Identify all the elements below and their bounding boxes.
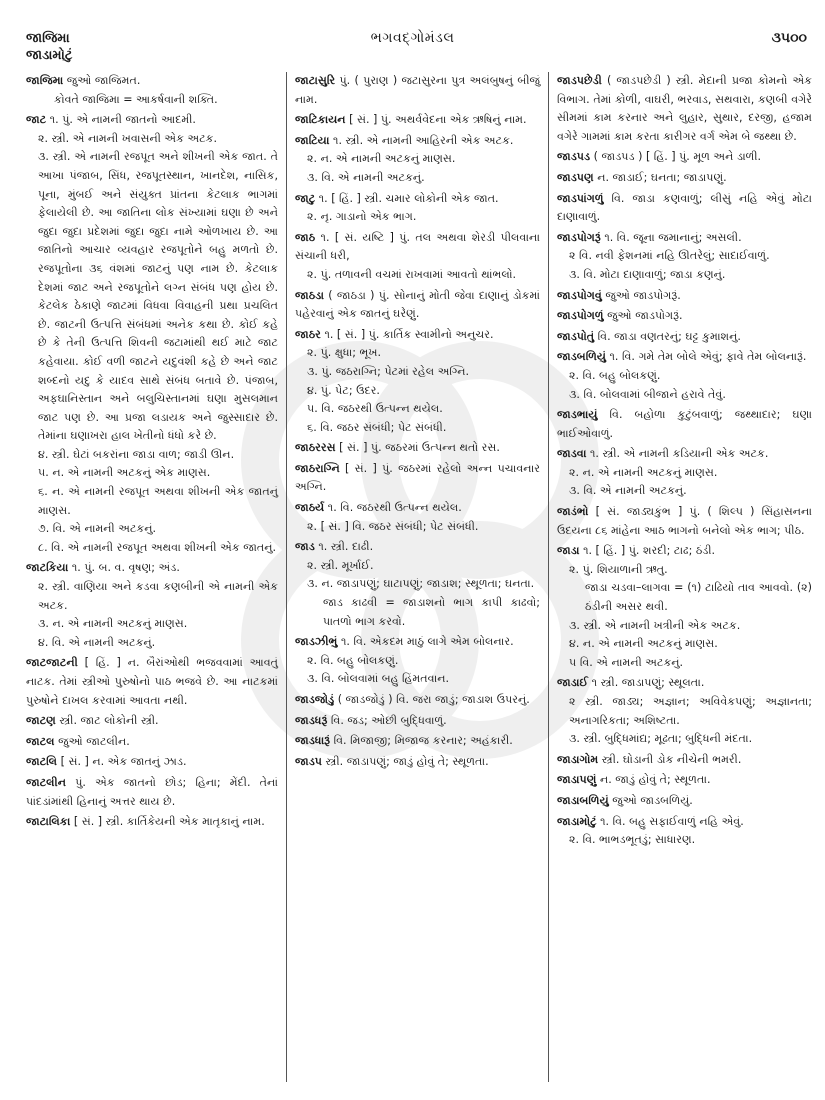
book-title: ભગવદ્ગોમંડલ xyxy=(370,30,455,46)
dictionary-entry xyxy=(295,72,540,109)
sense-line: ૪. ન. એ નામની અટકનું માણસ. xyxy=(569,637,718,651)
definition: ૧. વિ. ગમે તેમ બોલે એવું; ફાવે તેમ બોલનારૂં. xyxy=(609,350,807,364)
definition: ૧. વિ. જઠરથી ઉત્પન્ન થયેલ. xyxy=(327,501,462,515)
headword: જાઠ xyxy=(295,230,316,244)
sense-line: ૩. ન. એ નામની અટકનું માણસ. xyxy=(38,617,188,631)
headword: જાટલીન xyxy=(26,775,66,789)
definition: ૧. સ્ત્રી. એ નામની આહિરની એક અટક. xyxy=(333,133,514,147)
dictionary-entry xyxy=(557,148,812,167)
definition: સ્ત્રી. ઘોડાની ડોક નીચેની ભમરી. xyxy=(601,752,742,766)
sense-line: ૩. વિ. બોલવામાં બહુ હિંમતવાન. xyxy=(307,672,450,686)
guide-word-first: જાજિમા xyxy=(26,31,70,46)
sense-line: ૨. પું. તળાવની વચમાં રાખવામાં આવતો થાંભલો. xyxy=(307,267,517,281)
headword: જાડપોતું xyxy=(557,329,595,343)
dictionary-entry xyxy=(295,712,540,731)
headword: જાડભાયું xyxy=(557,408,598,422)
dictionary-entry xyxy=(26,654,278,710)
dictionary-entry xyxy=(557,406,812,443)
headword: જાડજોડું xyxy=(295,693,335,706)
sense-line: ૨. નૃ. ગાડાનો એક ભાગ. xyxy=(307,210,417,224)
sense-line: ૨. વિ. ભાભડભૂતડું; સાધારણ. xyxy=(569,833,696,847)
sense-line: ૨. ન. એ નામની અટકનું માણસ. xyxy=(569,465,718,479)
dictionary-entry xyxy=(557,542,812,672)
sense-line: ૩. ન. જાડાપણું; ઘાટાપણું; જાડાશ; સ્થૂળતા; ઘનતા. xyxy=(307,577,535,591)
headword: જાઠરરસ xyxy=(295,441,336,455)
definition: [ સં. ] પું. જઠરમાં રહેલો અન્ન પચાવનાર અગ્નિ. xyxy=(295,461,540,494)
headword: જાડવા xyxy=(557,447,587,461)
dictionary-entry xyxy=(557,503,812,540)
column-3 xyxy=(548,72,820,1082)
definition: વિ. મિજાજી; મિજાજ કરનાર; અહંકારી. xyxy=(333,734,513,748)
headword: જાડપ xyxy=(295,754,323,768)
headword: જાડધારૂં xyxy=(295,734,331,748)
dictionary-entry xyxy=(295,439,540,458)
definition: ૧ સ્ત્રી. જાડાપણું; સ્થૂલતા. xyxy=(591,676,705,690)
sense-line: ૬. વિ. જઠર સંબંધી; પેટ સંબંધી. xyxy=(307,420,447,434)
headword: જાડપોગરૂં xyxy=(557,230,601,244)
sense-line: ૩. વિ. મોટા દાણાવાળું; જાડા કણનું. xyxy=(569,267,726,281)
dictionary-entry xyxy=(295,753,540,772)
definition: [ સં. ] સ્ત્રી. કાર્તિકેયની એક માતૃકાનું નામ. xyxy=(73,815,265,829)
headword: જાજિમા xyxy=(26,74,64,87)
definition: [ સં. ] પું. જઠરમાં ઉત્પન્ન થતો રસ. xyxy=(339,441,500,455)
dictionary-entry xyxy=(26,72,278,109)
definition: ( જાઠડા ) પું. સોનાનું મોતી જેવા દાણાનું ડોકમાં પહેરવાનું એક જાતનું ઘરેણું. xyxy=(295,288,540,321)
dictionary-entry xyxy=(557,328,812,347)
sense-line: ૨. વિ. બહુ બોલકણું. xyxy=(307,653,399,667)
definition: જુઓ જાડપોગરૂં. xyxy=(607,309,683,323)
definition: ( જાડપછેડી ) સ્ત્રી. મેદાની પ્રજા કોમનો એક વિભાગ. તેમાં કોળી, વાઘરી, ભરવાડ, સથવારા, કણબી વગેરે સીમમાં કામ કરનાર અને લુહાર, સુથાર, દરજી, હજામ વગેરે ગામમાં કામ કરતા કારીગર વર્ગ એમ બે જથ્થા છે. xyxy=(557,74,812,143)
definition: ૧. વિ. બહુ સફાઈવાળું નહિ એવું. xyxy=(600,814,744,828)
dictionary-entry xyxy=(295,633,540,689)
definition: જુઓ જાટલીન. xyxy=(58,734,130,748)
dictionary-entry xyxy=(295,111,540,130)
definition: ૧. [ હિં. ] સ્ત્રી. ચમાર લોકોની એક જાત. xyxy=(318,191,499,205)
headword: જાટકિયા xyxy=(26,561,69,575)
dictionary-entry xyxy=(557,771,812,790)
dictionary-entry xyxy=(557,190,812,227)
definition: ૧. [ સં. યષ્ટિ ] પું. તલ અથવા શેરડી પીલવાના સંચાની ધરી, xyxy=(295,230,540,263)
dictionary-entry xyxy=(557,72,812,146)
definition: ૧. વિ. એકદમ માઠું લાગે એમ બોલનાર. xyxy=(340,635,514,649)
dictionary-entry xyxy=(295,190,540,227)
headword: જાડાપણું xyxy=(557,773,597,787)
dictionary-entry xyxy=(557,229,812,285)
sense-line: ૨. સ્ત્રી. વાણિયા અને કડવા કણબીની એ નામની એક અટક. xyxy=(38,580,278,612)
sense-line: ૨. પું. શિયાળાની ઋતુ. xyxy=(569,562,668,576)
headword: જાડપોગવું xyxy=(557,288,602,302)
definition: જુઓ જાજિમત. xyxy=(66,74,141,87)
headword: જાડપાંગળું xyxy=(557,191,604,205)
sense-line: ૫ વિ. એ નામની અટકનું. xyxy=(569,655,684,669)
sense-line: ૫. ન. એ નામની અટકનું એક માણસ. xyxy=(38,466,211,480)
sense-line: ૫. વિ. જઠરથી ઉત્પન્ન થયેલ. xyxy=(307,402,443,416)
sense-line: ૬. ન. એ નામની રજપૂત અથવા શીખની એક જાતનું માણસ. xyxy=(38,485,278,517)
headword: જાટાસુરિ xyxy=(295,74,336,87)
headword: જાઠર્ય xyxy=(295,501,325,515)
definition: ( જાડજોડું ) વિ. જરા જાડું; જાડાશ ઉપરનું. xyxy=(337,693,530,706)
idiom-line: કોવતે જાજિમા = આકર્ષવાની શક્તિ. xyxy=(54,92,218,106)
definition: [ સં. ] પું. અથર્વવેદના એક ઋષિનું નામ. xyxy=(349,113,527,127)
headword: જાડપણ xyxy=(557,170,594,184)
dictionary-entry xyxy=(295,326,540,438)
definition: ૧. [ હિં. ] પું. શરદી; ટાઢ; ઠંડી. xyxy=(583,544,716,558)
definition: [ સં. ] ન. એક જાતનું ઝાડ. xyxy=(60,755,187,769)
headword: જાઠરાગ્નિ xyxy=(295,461,340,475)
definition: જુઓ જાડબળિયું. xyxy=(612,793,693,807)
headword: જાડા xyxy=(557,544,580,558)
dictionary-entry xyxy=(557,287,812,306)
definition: [ હિં. ] ન. બૈરાંઓથી ભજવવામાં આવતું નાટક. તેમાં સ્ત્રીઓ પુરુષોનો પાઠ ભજવે છે. આ નાટકમાં પુરુષોને દાખલ કરવામાં આવતા નથી. xyxy=(26,656,278,707)
sense-line: ૪. વિ. એ નામની અટકનું. xyxy=(38,635,156,649)
sense-line: ૪. પું. પેટ; ઉદર. xyxy=(307,383,380,397)
sense-line: ૨. સ્ત્રી. એ નામની ખવાસની એક અટક. xyxy=(38,131,218,145)
dictionary-entry xyxy=(295,229,540,285)
headword: જાડપછેડી xyxy=(557,74,602,87)
sense-line: ૩. સ્ત્રી. બુદ્ધિમાંદ્ય; મૂઢતા; બુદ્ધિની મંદતા. xyxy=(569,732,753,746)
definition: [ સં. જાડ્યકુંભ ] પું. ( શિલ્પ ) સિંહાસનના ઉદયના ૮૬ માંહેના આઠ ભાગનો બનેલો એક ભાગ; પીઠ. xyxy=(557,505,812,537)
dictionary-columns xyxy=(20,72,820,1082)
definition: પું. ( પુરાણ ) જટાસુરના પુત્ર અલંબુષનું બીજું નામ. xyxy=(295,74,540,106)
dictionary-entry xyxy=(557,445,812,501)
headword: જાડબળિયું xyxy=(557,350,606,364)
dictionary-entry xyxy=(26,111,278,557)
sense-line: ૩. વિ. એ નામની અટકનું. xyxy=(569,484,687,498)
idiom-line: જાડા ચડવા–લાગવા = (૧) ટાઢિયો તાવ આવવો. (૨) ઠંડીની અસર થવી. xyxy=(585,581,812,614)
sense-line: ૨ સ્ત્રી. જાડ્ય; અજ્ઞાન; અવિવેકપણું; અજ્ઞાનતા; અનાગરિકતા; અશિષ્ટતા. xyxy=(569,695,812,727)
dictionary-entry xyxy=(295,732,540,751)
sense-line: ૩. વિ. એ નામની અટકનું. xyxy=(307,170,425,184)
dictionary-entry xyxy=(26,774,278,811)
sense-line: ૩. સ્ત્રી. એ નામની ખત્રીની એક અટક. xyxy=(569,618,741,632)
sense-line: ૨ વિ. નવી ફેશનમાં નહિ ઊતરેલું; સાદાઈવાળું. xyxy=(569,249,770,263)
headword: જાડઝીભું xyxy=(295,635,338,649)
sense-line: ૨. [ સં. ] વિ. જઠર સંબંધી; પેટ સંબંધી. xyxy=(307,519,479,533)
headword: જાડાગોમ xyxy=(557,752,599,766)
definition: વિ. જાડા વણતરનું; ઘટ્ટ કુમાશનું. xyxy=(597,329,741,343)
headword: જાડ xyxy=(295,540,315,554)
column-1 xyxy=(20,72,286,1082)
headword: જાડપોગળું xyxy=(557,309,604,323)
dictionary-entry xyxy=(557,792,812,811)
sense-line: ૨. ન. એ નામની અટકનું માણસ. xyxy=(307,152,456,166)
dictionary-entry xyxy=(26,753,278,772)
definition: ૧. વિ. જૂના જમાનાનું; અસલી. xyxy=(604,230,742,244)
headword: જાટલ xyxy=(26,734,55,748)
idiom-line: જાડ કાઢવી = જાડાશનો ભાગ કાપી કાઢવો; પાતળો ભાગ કરવો. xyxy=(323,596,540,628)
dictionary-entry xyxy=(295,691,540,710)
page-header xyxy=(0,0,825,63)
dictionary-entry xyxy=(295,460,540,497)
definition: પું. એક જાતનો છોડ; હિના; મેંદી. તેનાં પાંદડાંમાંથી હિનાનું અત્તર થાય છે. xyxy=(26,775,279,808)
sense-line: ૪. સ્ત્રી. ઘેટાં બકરાંના જાડા વાળ; જાડી ઊન. xyxy=(38,447,235,461)
headword: જાટાલિકા xyxy=(26,815,71,829)
dictionary-entry xyxy=(26,813,278,832)
headword: જાડંભો xyxy=(557,505,589,519)
headword: જાડાઈ xyxy=(557,676,589,690)
definition: વિ. જાડા કણવાળું; લીસું નહિ એવું મોટા દાણાવાળું. xyxy=(557,191,812,224)
headword: જાટ xyxy=(26,113,47,127)
sense-line: ૨. પું. ક્ષુધા; ભૂખ. xyxy=(307,346,382,360)
definition: ૧. પું. એ નામની જાતનો આદમી. xyxy=(49,113,196,127)
headword: જાટિયા xyxy=(295,133,330,147)
sense-line: ૨. વિ. બહુ બોલકણું. xyxy=(569,368,661,382)
headword: જાટિકાયન xyxy=(295,113,346,127)
dictionary-entry xyxy=(26,733,278,752)
dictionary-entry xyxy=(557,674,812,748)
sense-line: ૩. વિ. બોલવામાં બીજાને હરાવે તેવું. xyxy=(569,387,726,401)
sense-line: ૭. વિ. એ નામની અટકનું. xyxy=(38,522,157,536)
dictionary-entry xyxy=(557,169,812,188)
headword: જાડધરૂં xyxy=(295,713,328,727)
headword: જાડામોટું xyxy=(557,814,597,828)
page-number: ૩૫૦૦ xyxy=(771,30,807,46)
headword: જાટલિ xyxy=(26,755,58,769)
definition: ૧. સ્ત્રી. દાઢી. xyxy=(318,540,374,554)
sense-line: ૮. વિ. એ નામની રજપૂત અથવા શીખની એક જાતનું. xyxy=(38,540,277,554)
dictionary-entry xyxy=(26,559,278,652)
definition: વિ. જડ; ઓછી બુદ્ધિવાળું. xyxy=(330,713,447,727)
dictionary-entry xyxy=(26,712,278,731)
headword: જાટણ xyxy=(26,714,56,728)
dictionary-entry xyxy=(295,538,540,631)
definition: વિ. બહોળા કુટુંબવાળું; જથ્થાદાર; ઘણા ભાઈઓવાળું. xyxy=(557,408,812,440)
definition: ( જાડપડ ) [ હિં. ] પું. મૂળ અને ડાળી. xyxy=(593,150,762,164)
dictionary-entry xyxy=(557,348,812,404)
headword: જાડપડ xyxy=(557,150,591,164)
column-2 xyxy=(286,72,548,1082)
definition: સ્ત્રી. જાડાપણું; જાડું હોવું તે; સ્થૂળતા. xyxy=(325,754,489,768)
dictionary-entry xyxy=(557,307,812,326)
headword: જાડાબળિયું xyxy=(557,793,609,807)
headword: જાટુ xyxy=(295,191,316,205)
definition: ૧. પું. બ. વ. વૃષણ; અંડ. xyxy=(71,561,180,575)
dictionary-entry xyxy=(557,751,812,770)
dictionary-entry xyxy=(557,813,812,850)
definition: ૧. સ્ત્રી. એ નામની કડિયાની એક અટક. xyxy=(589,447,769,461)
definition: જુઓ જાડપોગરૂં. xyxy=(605,288,681,302)
guide-word-last: જાડામોટું xyxy=(26,48,73,63)
headword: જાઠડા xyxy=(295,288,324,302)
definition: ન. જાડું હોવું તે; સ્થૂળતા. xyxy=(599,773,711,787)
headword: જાઠર xyxy=(295,327,321,341)
definition: ન. જાડાઈ; ઘનતા; જાડાપણું. xyxy=(597,170,727,184)
headword: જાટજાટની xyxy=(26,656,78,670)
dictionary-entry xyxy=(295,132,540,188)
definition: ૧. [ સં. ] પું. કાર્તિક સ્વામીનો અનુચર. xyxy=(324,327,494,341)
dictionary-entry xyxy=(295,499,540,536)
sense-line: ૩. સ્ત્રી. એ નામની રજપૂત અને શીખની એક જાત. તે આખા પંજાબ, સિંધ, રજપૂતસ્થાન, ખાનદેશ, નાસિક, પૂના, મુંબઈ અને સંયુક્ત પ્રાંતના કેટલાક ભાગમાં ફેલાયેલી છે. આ જાતિના લોક સંખ્યામાં ઘણા છે અને જુદા જુદા પ્રદેશમાં જુદા જુદા નામે ઓળખાય છે. આ જાતિનો આચાર વ્યવહાર રજપૂતોને બહુ મળતો છે. રજપૂતોના ૩૬ વંશમાં જાટનું પણ નામ છે. કેટલાક દેશમાં જાટ અને રજપૂતોને લગ્ન સંબંધ પણ હોય છે. કેટલેક ઠેકાણે જાટમાં વિધવા વિવાહની પ્રથા પ્રચલિત છે. જાટની ઉત્પત્તિ સંબંધમાં અનેક કથા છે. કોઈ કહે છે કે તેની ઉત્પત્તિ શિવની જટામાંથી થઈ માટે જાટ કહેવાયા. કોઈ વળી જાટને યદુવંશી કહે છે અને જાટ શબ્દનો યદુ કે યાદવ સાથે સંબંધ બતાવે છે. પંજાબ, અફઘાનિસ્તાન અને બલુચિસ્તાનમાં ઘણા મુસલમાન જાટ પણ છે. આ પ્રજા લડાયક અને જુસ્સાદાર છે. તેમાંના ઘણાખરા હાલ ખેતીનો ધંધો કરે છે. xyxy=(38,150,278,443)
dictionary-entry xyxy=(295,287,540,324)
sense-line: ૨. સ્ત્રી. મૂર્ખાઈ. xyxy=(307,558,374,572)
definition: સ્ત્રી. જાટ લોકોની સ્ત્રી. xyxy=(59,714,159,728)
sense-line: ૩. પું. જઠરાગ્નિ; પેટમાં રહેલ અગ્નિ. xyxy=(307,364,470,378)
